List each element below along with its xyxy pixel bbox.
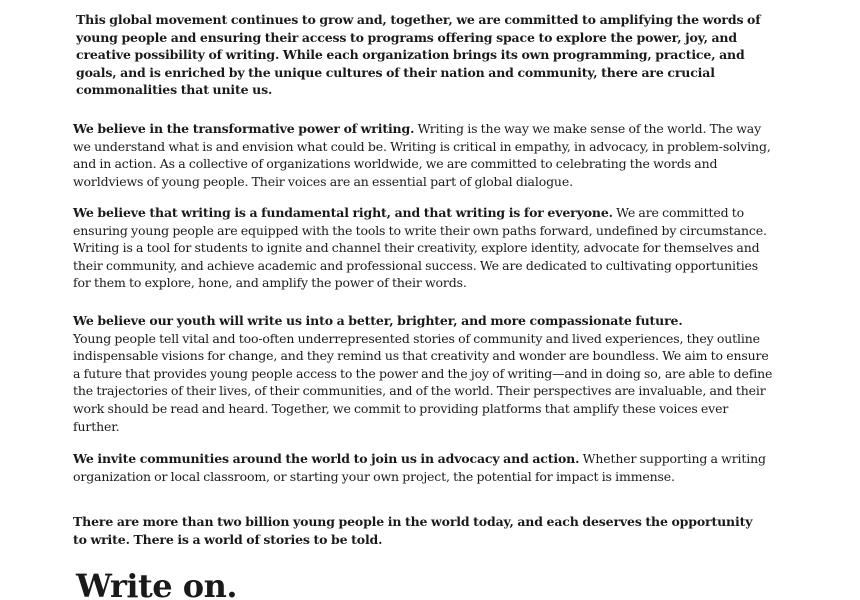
belief-paragraph-fundamental-right — [73, 204, 773, 292]
belief-body: We are committed to ensuring young people are equipped with the tools to write their own paths forward, undefined by circumstance. Writing is a tool for students to ignite and channel their creativity, explore identity, advocate for themselves and their community, and achieve academic and professional success. We are dedicated to cultivating opportunities for them to explore, hone, and amplify the power of their words. — [73, 205, 767, 291]
invitation-paragraph — [73, 450, 773, 485]
belief-lead: We believe our youth will write us into a better, brighter, and more compassionate future. — [73, 313, 683, 328]
belief-paragraph-transformative-power — [73, 120, 773, 190]
belief-lead: We invite communities around the world to join us in advocacy and action. — [73, 451, 580, 466]
belief-lead: We believe in the transformative power of writing. — [73, 121, 415, 136]
intro-paragraph: This global movement continues to grow and, together, we are committed to amplifying the words of young people and ensuring their access to programs offering space to explore the power, joy, and creative possibility of writing. While each organization brings its own programming, practice, and goals, and is enriched by the unique cultures of their nation and community, there are crucial commonalities that unite us. — [76, 12, 761, 97]
belief-body: Writing is the way we make sense of the world. The way we understand what is and envision what could be. Writing is critical in empathy, in advocacy, in problem-solving, and in action. As a collective of organizations worldwide, we are committed to celebrating the words and worldviews of young people. Their voices are an essential part of global dialogue. — [73, 121, 771, 189]
closing-statement: There are more than two billion young people in the world today, and each deserves the opportunity to write. There is a world of stories to be told. — [73, 514, 753, 547]
belief-paragraph-better-future — [73, 312, 773, 435]
belief-body: Young people tell vital and too-often underrepresented stories of community and lived experiences, they outline indispensable visions for change, and they remind us that creativity and wonder are boundless. We aim to ensure a future that provides young people access to the power and the joy of writing—and in doing so, are able to define the trajectories of their lives, of their communities, and of the world. Their perspectives are invaluable, and their work should be read and heard. Together, we commit to providing platforms that amplify these voices ever further. — [73, 330, 773, 434]
signoff-heading: Write on. — [76, 567, 238, 600]
belief-body: Whether supporting a writing organization or local classroom, or starting your own project, the potential for impact is immense. — [73, 451, 766, 484]
belief-lead: We believe that writing is a fundamental right, and that writing is for everyone. — [73, 205, 613, 220]
